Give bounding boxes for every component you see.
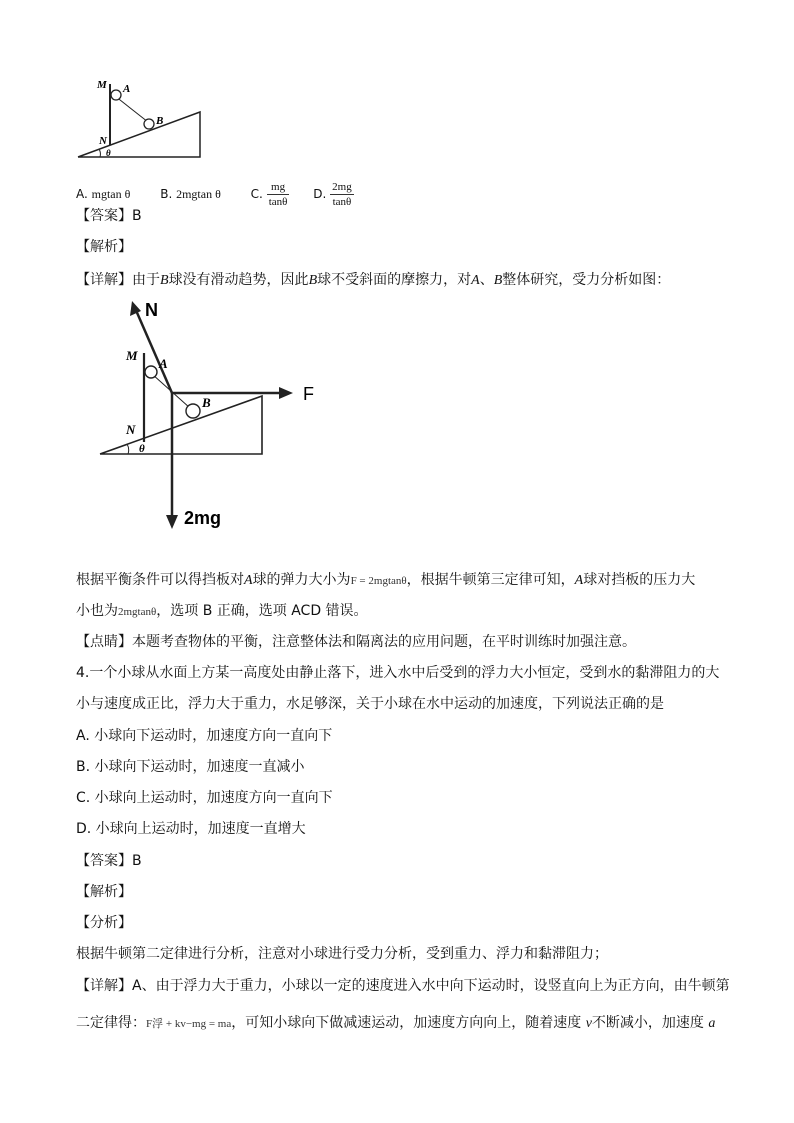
label-theta: θ bbox=[106, 148, 111, 158]
option-a: A. mgtan θ bbox=[76, 187, 131, 201]
label-m: M bbox=[97, 79, 107, 91]
comment: 【点睛】本题考查物体的平衡，注意整体法和隔离法的应用问题，在平时训练时加强注意。 bbox=[76, 634, 636, 650]
question-4-line-2: 小与速度成正比，浮力大于重力，水足够深，关于小球在水中运动的加速度，下列说法正确的是 bbox=[76, 696, 664, 712]
label-n: N bbox=[126, 422, 136, 437]
detail-2-line-1: 【详解】A、由于浮力大于重力，小球以一定的速度进入水中向下运动时，设竖直向上为正方向，由牛顿第 bbox=[76, 978, 730, 994]
q4-option-b: B. 小球向下运动时，加速度一直减小 bbox=[76, 759, 305, 775]
options-row bbox=[76, 180, 354, 209]
label-a: A bbox=[123, 83, 131, 95]
label-a: A bbox=[159, 356, 168, 371]
label-b: B bbox=[156, 115, 164, 127]
answer-1: 【答案】B bbox=[76, 208, 142, 224]
balance-line-2: 小也为2mgtanθ，选项 B 正确，选项 ACD 错误。 bbox=[76, 603, 368, 619]
label-force-f: F bbox=[303, 384, 314, 404]
analysis-1: 【解析】 bbox=[76, 239, 132, 255]
balance-line-1: 根据平衡条件可以得挡板对A球的弹力大小为F = 2mgtanθ，根据牛顿第三定律可知，A球对挡板的压力大 bbox=[76, 572, 696, 588]
question-4-line-1: 4.一个小球从水面上方某一高度处由静止落下，进入水中后受到的浮力大小恒定，受到水的黏滞阻力的大 bbox=[76, 665, 720, 681]
force-diagram bbox=[95, 296, 335, 536]
option-b: B. 2mgtan θ bbox=[160, 187, 221, 201]
incline-figure-small bbox=[70, 72, 210, 162]
answer-2: 【答案】B bbox=[76, 853, 142, 869]
fenxi-text: 根据牛顿第二定律进行分析，注意对小球进行受力分析，受到重力、浮力和黏滞阻力； bbox=[76, 946, 608, 962]
fenxi-heading: 【分析】 bbox=[76, 915, 132, 931]
analysis-2: 【解析】 bbox=[76, 884, 132, 900]
option-c: C. $\frac{mg}{\tan\theta}$ bbox=[250, 181, 288, 208]
q4-option-d: D. 小球向上运动时，加速度一直增大 bbox=[76, 821, 306, 837]
label-theta: θ bbox=[139, 443, 145, 455]
label-n: N bbox=[99, 135, 107, 147]
q4-option-a: A. 小球向下运动时，加速度方向一直向下 bbox=[76, 728, 333, 744]
option-d: D. $\frac{2mg}{\tan\theta}$ bbox=[313, 181, 352, 208]
label-b: B bbox=[202, 395, 211, 410]
label-force-n: N bbox=[145, 300, 158, 320]
label-m: M bbox=[126, 348, 138, 363]
detail-2-line-2: 二定律得：F浮 + kv−mg = ma，可知小球向下做减速运动，加速度方向向上，随着速度 v不断减小，加速度 a bbox=[76, 1015, 716, 1031]
label-force-2mg: 2mg bbox=[184, 508, 222, 528]
detail-1: 【详解】由于B球没有滑动趋势，因此B球不受斜面的摩擦力，对A、B整体研究，受力分析如图： bbox=[76, 272, 671, 288]
q4-option-c: C. 小球向上运动时，加速度方向一直向下 bbox=[76, 790, 333, 806]
